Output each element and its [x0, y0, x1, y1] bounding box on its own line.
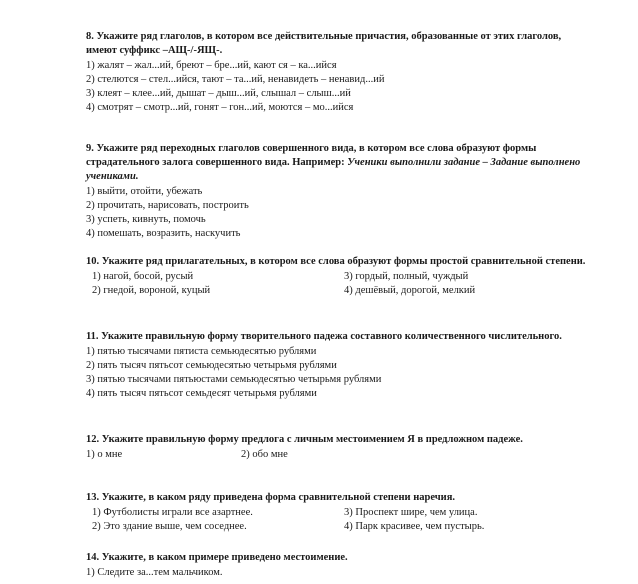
question-title	[86, 142, 586, 184]
question-10	[86, 255, 586, 298]
answer-option: 2) стелются – стел...ийся, тают – та...ий, ненавидеть – ненавид...ий	[86, 74, 385, 85]
answer-option: 1) о мне	[86, 449, 123, 460]
answer-option: 1) жалят – жал...ий, бреют – бре...ий, кают ся – ка...ийся	[86, 60, 337, 71]
answer-option: 1) выйти, отойти, убежать	[86, 186, 203, 197]
question-8	[86, 30, 586, 115]
answer-option: 4) дешёвый, дорогой, мелкий	[344, 285, 476, 296]
answer-option: 2) прочитать, нарисовать, построить	[86, 200, 249, 211]
question-title: 12. Укажите правильную форму предлога с личным местоимением Я в предложном падеже.	[86, 434, 523, 445]
answer-option: 3) Проспект шире, чем улица.	[344, 507, 478, 518]
answer-options-grid	[86, 270, 586, 298]
question-13	[86, 491, 586, 534]
answer-option: 4) помешать, возразить, наскучить	[86, 228, 241, 239]
question-title: 11. Укажите правильную форму творительного падежа составного количественного числительного.	[86, 331, 562, 342]
answer-option: 3) успеть, кивнуть, помочь	[86, 214, 206, 225]
answer-option: 1) Футболисты играли все азартнее.	[92, 507, 253, 518]
answer-option: 4) смотрят – смотр...ий, гонят – гон...ий, моются – мо...ийся	[86, 102, 354, 113]
answer-option: 1) Следите за...тем мальчиком.	[86, 567, 223, 578]
answer-option: 2) обо мне	[241, 449, 288, 460]
question-9	[86, 142, 586, 241]
answer-option: 2) гнедой, вороной, куцый	[92, 285, 211, 296]
answer-options-grid	[86, 448, 586, 462]
answer-option: 2) Это здание выше, чем соседнее.	[92, 521, 247, 532]
answer-option: 3) пятью тысячами пятьюстами семьюдесятью четырьмя рублями	[86, 374, 382, 385]
question-title-text: 9. Укажите ряд переходных глаголов совершенного вида, в котором все слова образуют формы страдательного залога совершенного вида. Например:	[86, 143, 537, 168]
answer-option: 2) пять тысяч пятьсот семьюдесятью четырьмя рублями	[86, 360, 337, 371]
question-14	[86, 551, 586, 580]
question-title: 8. Укажите ряд глаголов, в котором все действительные причастия, образованные от этих глаголов, имеют суффикс –АЩ-/-ЯЩ-.	[86, 31, 562, 56]
question-title: 14. Укажите, в каком примере приведено местоимение.	[86, 552, 348, 563]
question-example: Ученики выполнили задание – Задание выполнено учениками.	[86, 157, 581, 182]
answer-option: 1) нагой, босой, русый	[92, 271, 194, 282]
question-11	[86, 330, 586, 401]
answer-options-grid	[86, 506, 586, 534]
answer-option: 3) гордый, полный, чуждый	[344, 271, 469, 282]
answer-option: 4) Парк красивее, чем пустырь.	[344, 521, 485, 532]
question-12	[86, 433, 586, 462]
answer-option: 3) клеят – клее...ий, дышат – дыш...ий, слышал – слыш...ий	[86, 88, 351, 99]
answer-option: 1) пятью тысячами пятиста семьюдесятью рублями	[86, 346, 317, 357]
answer-option: 4) пять тысяч пятьсот семьдесят четырьмя рублями	[86, 388, 317, 399]
question-title: 13. Укажите, в каком ряду приведена форма сравнительной степени наречия.	[86, 492, 456, 503]
question-title: 10. Укажите ряд прилагательных, в котором все слова образуют формы простой сравнительной степени.	[86, 256, 586, 267]
